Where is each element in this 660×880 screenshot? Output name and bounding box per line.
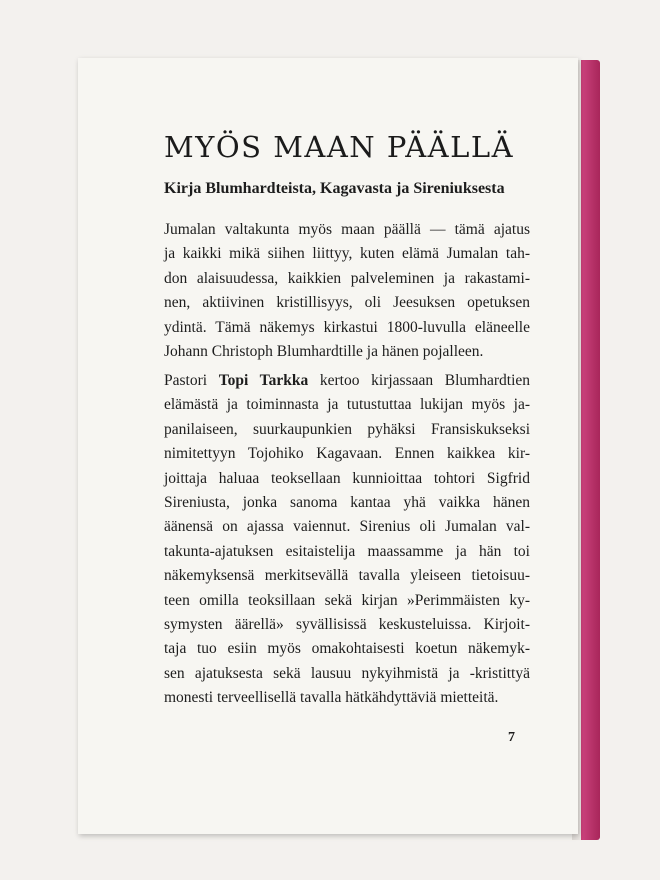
text-line: symysten äärellä» syvällisissä keskusteluissa. Kirjoit-	[164, 616, 530, 634]
text-line: Sireniusta, jonka sanoma kantaa yhä vaikka hänen	[164, 494, 530, 512]
text-line: Johann Christoph Blumhardtille ja hänen pojalleen.	[164, 343, 484, 361]
description-paragraph-1	[164, 218, 530, 364]
text-line: ydintä. Tämä näkemys kirkastui 1800-luvulla eläneelle	[164, 318, 530, 336]
text-line: takunta-ajatuksen esitaistelija maassamme ja hän toi	[164, 542, 530, 560]
page-number: 7	[508, 730, 515, 745]
text-line: näkemyksensä merkitsevällä tavalla yleiseen tietoisuu-	[164, 567, 530, 585]
text-line-with-author	[164, 369, 530, 393]
text-line: monesti terveellisellä tavalla hätkähdyttäviä mietteitä.	[164, 689, 499, 707]
text-line: taja tuo esiin myös omakohtaisesti koetun näkemyk-	[164, 640, 530, 658]
text-line: teen omilla teoksillaan sekä kirjan »Perimmäisten ky-	[164, 591, 530, 609]
text-line: Jumalan valtakunta myös maan päällä — tämä ajatus	[164, 221, 530, 238]
text-line: nen, aktiivinen kristillisyys, oli Jeesuksen opetuksen	[164, 294, 530, 312]
text-line: elämästä ja toiminnasta ja tutustuttaa lukijan myös ja-	[164, 396, 530, 414]
book-title: MYÖS MAAN PÄÄLLÄ	[164, 130, 515, 164]
lead-word: Pastori	[164, 372, 208, 389]
text-line: sen ajatuksesta sekä lausuu nykyihmistä ja -kristittyä	[164, 664, 530, 682]
description-paragraph-2	[164, 369, 530, 711]
lead-rest: kertoo kirjassaan Blumhardtien	[319, 372, 531, 389]
book-subtitle: Kirja Blumhardteista, Kagavasta ja Sireniuksesta	[164, 180, 505, 197]
text-line: joittaja haluaa teoksellaan kunnioittaa tohtori Sigfrid	[164, 469, 530, 487]
text-line: don alaisuudessa, kaikkien palveleminen ja rakastami-	[164, 269, 530, 287]
text-line: äänensä on ajassa vaiennut. Sirenius oli Jumalan val-	[164, 518, 530, 536]
text-line: nimitettyyn Tojohiko Kagavaan. Ennen kaikkea kir-	[164, 445, 530, 463]
back-cover-page	[78, 58, 578, 834]
author-name: Topi Tarkka	[218, 372, 309, 389]
text-line: panilaiseen, suurkaupunkien pyhäksi Fransiskukseksi	[164, 420, 530, 438]
text-line: ja kaikki mikä siihen liittyy, kuten elämä Jumalan tah-	[164, 245, 530, 263]
